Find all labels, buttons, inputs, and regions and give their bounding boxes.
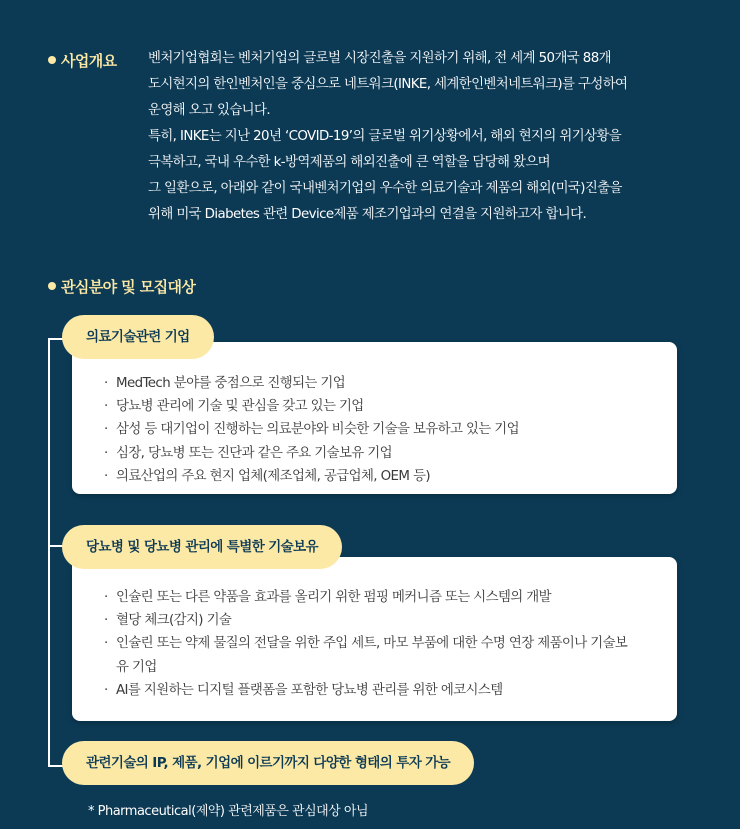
list-item: · MedTech 분야를 중점으로 진행되는 기업 <box>72 372 677 395</box>
overview-line: 벤처기업협회는 벤처기업의 글로벌 시장진출을 지원하기 위해, 전 세계 50개국 88개 <box>148 51 611 66</box>
bullet-dot-icon <box>48 282 56 290</box>
investment-group-label: 관련기술의 IP, 제품, 기업에 이르기까지 다양한 형태의 투자 가능 <box>62 741 474 785</box>
interest-heading-text: 관심분야 및 모집대상 <box>61 278 196 296</box>
overview-heading-text: 사업개요 <box>61 52 117 70</box>
list-item: · 당뇨병 관리에 기술 및 관심을 갖고 있는 기업 <box>72 395 677 418</box>
overview-line: 그 일환으로, 아래와 같이 국내벤처기업의 우수한 의료기술과 제품의 해외(미국)진출을 <box>148 181 622 196</box>
bullet-dot-icon <box>48 56 56 64</box>
interest-heading <box>48 276 195 297</box>
list-item: · 삼성 등 대기업이 진행하는 의료분야와 비슷한 기술을 보유하고 있는 기업 <box>72 418 677 441</box>
medtech-card <box>72 342 677 494</box>
list-item: · AI를 지원하는 디지털 플랫폼을 포함한 당뇨병 관리를 위한 에코시스템 <box>72 679 677 702</box>
list-item: · 인슐린 또는 약제 물질의 전달을 위한 주입 세트, 마모 부품에 대한 수명 연장 제품이나 기술보유 기업 <box>72 632 677 678</box>
medtech-group-label: 의료기술관련 기업 <box>62 315 214 359</box>
diabetes-card <box>72 557 677 721</box>
medtech-list <box>72 342 677 488</box>
tree-connector-line <box>48 338 50 767</box>
diabetes-list <box>72 557 677 702</box>
overview-line: 운영해 오고 있습니다. <box>148 103 270 118</box>
list-item: · 심장, 당뇨병 또는 진단과 같은 주요 기술보유 기업 <box>72 442 677 465</box>
overview-line: 도시현지의 한인벤처인을 중심으로 네트워크(INKE, 세계한인벤처네트워크)를 구성하여 <box>148 77 628 92</box>
list-item: · 의료산업의 주요 현지 업체(제조업체, 공급업체, OEM 등) <box>72 465 677 488</box>
overview-text <box>148 46 708 228</box>
overview-line: 위해 미국 Diabetes 관련 Device제품 제조기업과의 연결을 지원하고자 합니다. <box>148 207 587 222</box>
diabetes-group-label: 당뇨병 및 당뇨병 관리에 특별한 기술보유 <box>62 525 342 569</box>
footnote: * Pharmaceutical(제약) 관련제품은 관심대상 아님 <box>88 804 369 819</box>
overview-heading <box>48 50 117 71</box>
overview-line: 특히, INKE는 지난 20년 ‘COVID-19’의 글로벌 위기상황에서, 해외 현지의 위기상황을 <box>148 129 622 144</box>
list-item: · 혈당 체크(감지) 기술 <box>72 609 677 632</box>
overview-line: 극복하고, 국내 우수한 k-방역제품의 해외진출에 큰 역할을 담당해 왔으며 <box>148 155 551 170</box>
list-item: · 인슐린 또는 다른 약품을 효과를 올리기 위한 펌핑 메커니즘 또는 시스템의 개발 <box>72 586 677 609</box>
